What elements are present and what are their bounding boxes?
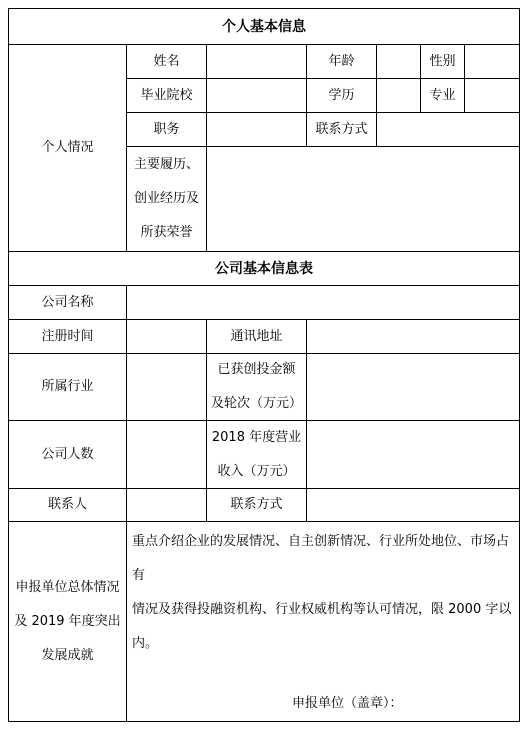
investment-field[interactable]	[306, 353, 520, 421]
summary-label-line: 发展成就	[41, 647, 94, 663]
gender-field[interactable]	[464, 44, 520, 79]
summary-instruction-line: 情况及获得投融资机构、行业权威机构等认可情况，限 2000 字以内。	[132, 602, 512, 651]
age-field[interactable]	[376, 44, 421, 79]
major-label: 专业	[420, 78, 465, 113]
revenue-label-line: 收入（万元）	[217, 463, 296, 479]
position-label: 职务	[126, 112, 207, 147]
company-info-header: 公司基本信息表	[8, 251, 520, 286]
company-name-label: 公司名称	[8, 285, 127, 320]
revenue-field[interactable]	[306, 420, 520, 489]
revenue-label	[206, 420, 307, 489]
industry-field[interactable]	[126, 353, 207, 421]
contact-person-label: 联系人	[8, 488, 127, 522]
summary-label-line: 及 2019 年度突出	[14, 613, 121, 629]
summary-label-line: 申报单位总体情况	[15, 579, 120, 595]
age-label: 年龄	[306, 44, 377, 79]
company-contact-field[interactable]	[306, 488, 520, 522]
seal-label: 申报单位（盖章）：	[292, 696, 403, 711]
education-field[interactable]	[376, 78, 421, 113]
company-contact-label: 联系方式	[206, 488, 307, 522]
resume-label-line: 创业经历及	[133, 191, 199, 206]
investment-label	[206, 353, 307, 421]
company-name-field[interactable]	[126, 285, 520, 320]
education-label: 学历	[306, 78, 377, 113]
registration-time-field[interactable]	[126, 319, 207, 354]
personal-contact-label: 联系方式	[306, 112, 377, 147]
registration-time-label: 注册时间	[8, 319, 127, 354]
name-field[interactable]	[206, 44, 307, 79]
position-field[interactable]	[206, 112, 307, 147]
personal-contact-field[interactable]	[376, 112, 520, 147]
contact-person-field[interactable]	[126, 488, 207, 522]
summary-instructions	[126, 521, 524, 665]
address-label: 通讯地址	[206, 319, 307, 354]
address-field[interactable]	[306, 319, 520, 354]
school-label: 毕业院校	[126, 78, 207, 113]
name-label: 姓名	[126, 44, 207, 79]
gender-label: 性别	[420, 44, 465, 79]
investment-label-line: 已获创投金额	[217, 362, 296, 377]
industry-label: 所属行业	[8, 353, 127, 421]
employees-label: 公司人数	[8, 420, 127, 489]
resume-label-line: 主要履历、	[133, 157, 199, 172]
revenue-label-line: 2018 年度营业	[211, 429, 302, 445]
personal-info-header: 个人基本信息	[8, 8, 520, 45]
major-field[interactable]	[464, 78, 520, 113]
employees-field[interactable]	[126, 420, 207, 489]
summary-label	[8, 521, 127, 722]
personal-situation-label: 个人情况	[8, 44, 127, 252]
investment-label-line: 及轮次（万元）	[211, 396, 303, 411]
resume-field[interactable]	[206, 146, 520, 252]
resume-label	[126, 146, 207, 252]
resume-label-line: 所获荣誉	[140, 225, 193, 240]
school-field[interactable]	[206, 78, 307, 113]
summary-instruction-line: 重点介绍企业的发展情况、自主创新情况、行业所处地位、市场占有	[132, 534, 510, 583]
